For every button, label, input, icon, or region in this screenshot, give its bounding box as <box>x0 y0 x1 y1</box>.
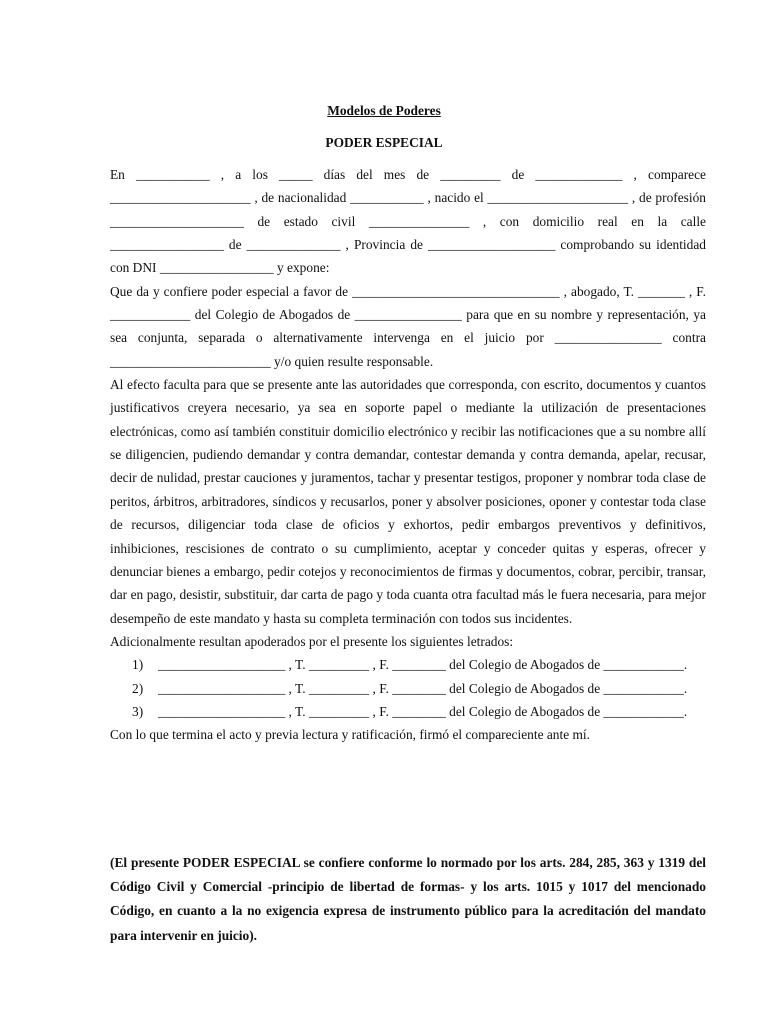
list-item-number: 1) <box>132 657 144 673</box>
paragraph-grant: Que da y confiere poder especial a favor de _______________________________ , abogado, T. _______ , F. ____________ del Colegio de Abogados de ________________ para que en su nombre y representación, ya sea conjunta, separada o alternativamente intervenga en el juicio por ________________ contra ________________________ y/o quien resulte responsable. <box>110 283 706 369</box>
list-item-number: 2) <box>132 680 144 696</box>
list-item-text: ___________________ , T. _________ , F. ________ del Colegio de Abogados de ____________. <box>158 657 688 673</box>
document-body <box>110 163 706 747</box>
list-item <box>110 700 706 723</box>
list-item <box>110 677 706 700</box>
lawyers-list <box>110 653 706 723</box>
list-item-text: ___________________ , T. _________ , F. ________ del Colegio de Abogados de ____________. <box>158 680 688 696</box>
paragraph-closing: Con lo que termina el acto y previa lectura y ratificación, firmó el compareciente ante mí. <box>110 727 590 743</box>
legal-note: (El presente PODER ESPECIAL se confiere conforme lo normado por los arts. 284, 285, 363 y 1319 del Código Civil y Comercial -principio de libertad de formas- y los arts. 1015 y 1017 del mencionado Código, en cuanto a la no exigencia expresa de instrumento público para la acreditación del mandato para intervenir en juicio). <box>110 855 706 943</box>
paragraph-additional-lawyers: Adicionalmente resultan apoderados por el presente los siguientes letrados: <box>110 633 514 649</box>
list-item <box>110 653 706 676</box>
document-title: Modelos de Poderes <box>327 103 441 118</box>
list-item-number: 3) <box>132 703 144 719</box>
document-subtitle: PODER ESPECIAL <box>325 135 443 150</box>
paragraph-appearance: En ___________ , a los _____ días del mes de _________ de _____________ , comparece _____________________ , de nacionalidad ___________ , nacido el _____________________ , de profesión ____________________ de estado civil _______________ , con domicilio real en la calle _________________ de ______________ , Provincia de ___________________ comprobando su identidad con DNI _________________ y expone: <box>110 167 706 276</box>
list-item-text: ___________________ , T. _________ , F. ________ del Colegio de Abogados de ____________. <box>158 703 688 719</box>
paragraph-powers: Al efecto faculta para que se presente ante las autoridades que corresponda, con escrito, documentos y cuantos justificativos creyera necesario, ya sea en soporte papel o mediante la utilización de presentaciones electrónicas, como así también constituir domicilio electrónico y recibir las notificaciones que a su nombre allí se diligencien, pudiendo demandar y contra demandar, contestar demanda y contra demanda, apelar, recusar, decir de nulidad, prestar cauciones y juramentos, tachar y presentar testigos, proponer y nombrar toda clase de peritos, árbitros, arbitradores, síndicos y recusarlos, poner y absolver posiciones, oponer y contestar toda clase de recursos, diligenciar toda clase de oficios y exhortos, pedir embargos preventivos y definitivos, inhibiciones, rescisiones de contrato o su cumplimiento, aceptar y conceder quitas y esperas, ofrecer y denunciar bienes a embargo, pedir cotejos y reconocimientos de firmas y documentos, cobrar, percibir, transar, dar en pago, desistir, substituir, dar carta de pago y toda cuanta otra facultad más le fuera necesaria, para mejor desempeño de este mandato y hasta su completa terminación con todos sus incidentes. <box>110 377 706 626</box>
